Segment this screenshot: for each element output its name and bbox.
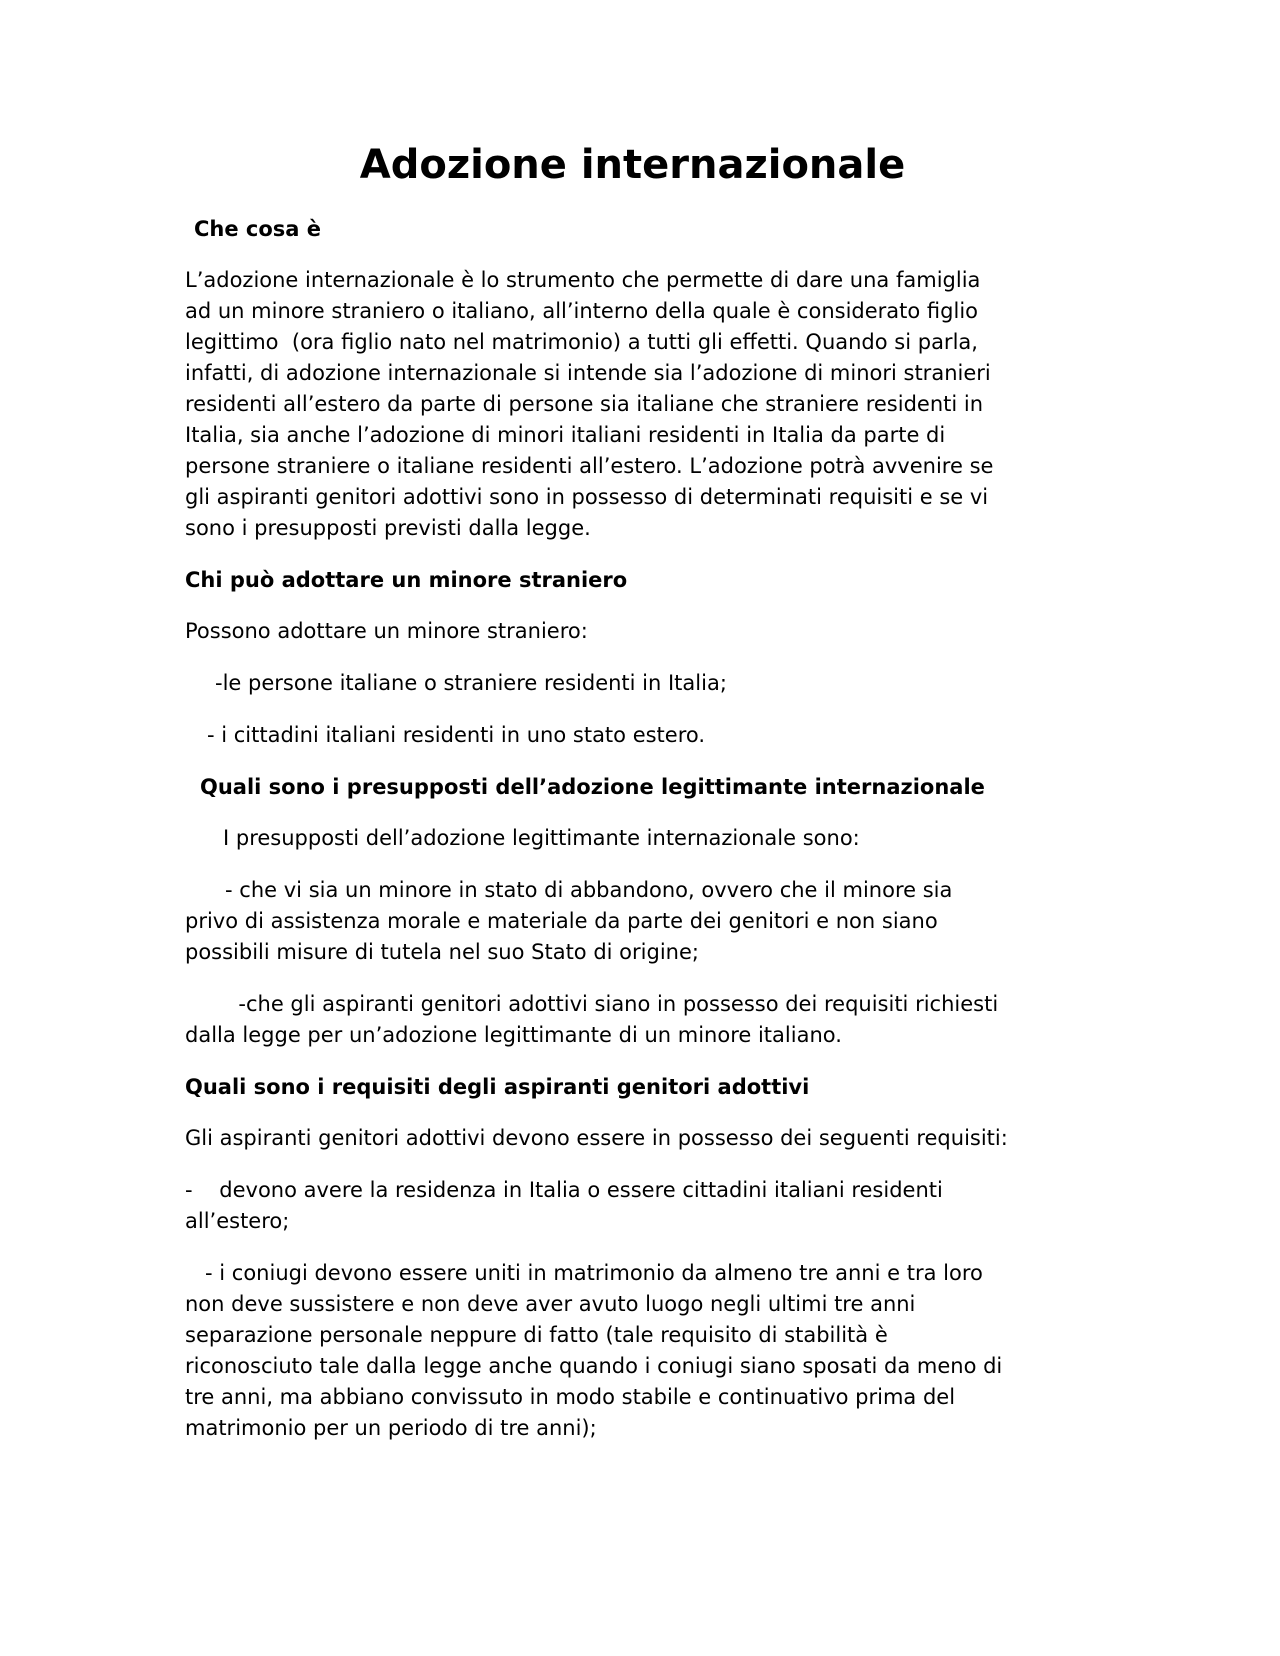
heading-presupposti: Quali sono i presupposti dell’adozione legittimante internazionale: [200, 775, 985, 799]
document-content: [185, 140, 1085, 1465]
list-item-cittadini-estero: - i cittadini italiani residenti in uno stato estero.: [207, 723, 706, 747]
list-item-requisiti-richiesti: -che gli aspiranti genitori adottivi siano in possesso dei requisiti richiesti dalla legge per un’adozione legittimante di un minore italiano.: [185, 992, 999, 1047]
document-title: Adozione internazionale: [359, 142, 906, 188]
heading-requisiti: Quali sono i requisiti degli aspiranti genitori adottivi: [185, 1075, 810, 1099]
list-item-residenza: - devono avere la residenza in Italia o essere cittadini italiani residenti all’estero;: [185, 1178, 943, 1233]
heading-chi-puo-adottare: Chi può adottare un minore straniero: [185, 568, 628, 592]
heading-che-cosa: Che cosa è: [194, 217, 322, 241]
list-item-persone-italiane: -le persone italiane o straniere residenti in Italia;: [215, 671, 727, 695]
paragraph-requisiti-intro: Gli aspiranti genitori adottivi devono essere in possesso dei seguenti requisiti:: [185, 1126, 1008, 1150]
paragraph-che-cosa: L’adozione internazionale è lo strumento che permette di dare una famiglia ad un minore straniero o italiano, all’interno della quale è considerato figlio legittimo (ora figlio nato nel matrimonio) a tutti gli effetti. Quando si parla, infatti, di adozione internazionale si intende sia l’adozione di minori stranieri residenti all’estero da parte di persone sia italiane che straniere residenti in Italia, sia anche l’adozione di minori italiani residenti in Italia da parte di persone straniere o italiane residenti all’estero. L’adozione potrà avvenire se gli aspiranti genitori adottivi sono in possesso di determinati requisiti e se vi sono i presupposti previsti dalla legge.: [185, 268, 994, 540]
list-item-minore-abbandono: - che vi sia un minore in stato di abbandono, ovvero che il minore sia privo di assistenza morale e materiale da parte dei genitori e non siano possibili misure di tutela nel suo Stato di origine;: [185, 878, 953, 964]
paragraph-chi-puo-intro: Possono adottare un minore straniero:: [185, 619, 588, 643]
paragraph-presupposti-intro: I presupposti dell’adozione legittimante internazionale sono:: [223, 826, 860, 850]
list-item-coniugi-matrimonio: - i coniugi devono essere uniti in matrimonio da almeno tre anni e tra loro non deve sussistere e non deve aver avuto luogo negli ultimi tre anni separazione personale neppure di fatto (tale requisito di stabilità è riconosciuto tale dalla legge anche quando i coniugi siano sposati da meno di tre anni, ma abbiano convissuto in modo stabile e continuativo prima del matrimonio per un periodo di tre anni);: [185, 1261, 1003, 1440]
